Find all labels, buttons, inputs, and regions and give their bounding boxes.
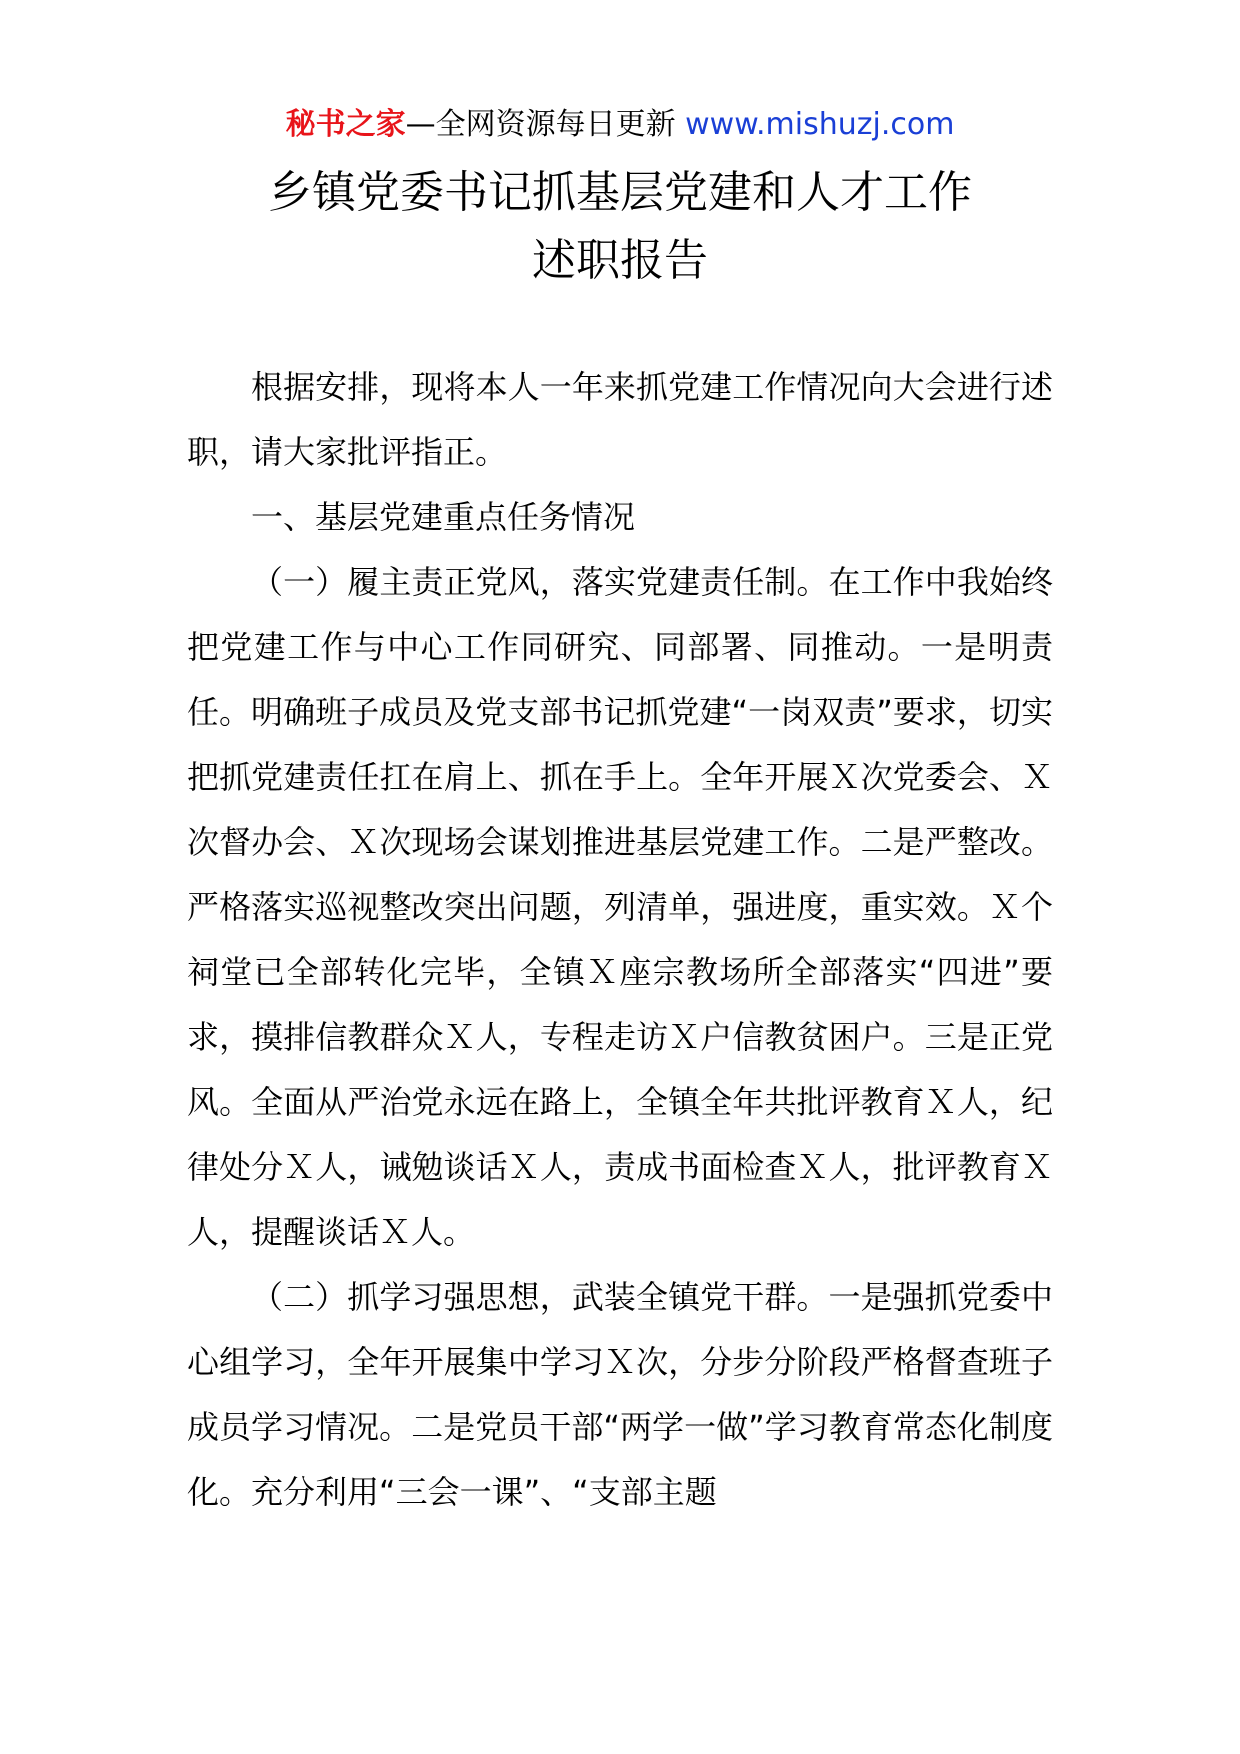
- paragraph-intro: 根据安排，现将本人一年来抓党建工作情况向大会进行述职，请大家批评指正。: [187, 368, 1053, 471]
- section-heading-1: 一、基层党建重点任务情况: [251, 498, 636, 536]
- document-title-line-2: 述职报告: [532, 235, 708, 286]
- site-header: [0, 100, 1240, 150]
- header-slogan: —全网资源每日更新: [405, 107, 686, 142]
- paragraph-section-1-2: （二）抓学习强思想，武装全镇党干群。一是强抓党委中心组学习，全年开展集中学习Ｘ次，分步分阶段严格督查班子成员学习情况。二是党员干部“两学一做”学习教育常态化制度化。充分利用“三会一课”、“支部主题: [187, 1278, 1053, 1511]
- document-body: [187, 355, 1053, 1525]
- site-url-link[interactable]: www.mishuzj.com: [685, 107, 955, 142]
- document-title-line-1: 乡镇党委书记抓基层党建和人才工作: [268, 167, 972, 218]
- brand-name: 秘书之家: [285, 107, 406, 142]
- paragraph-section-1-1: （一）履主责正党风，落实党建责任制。在工作中我始终把党建工作与中心工作同研究、同部署、同推动。一是明责任。明确班子成员及党支部书记抓党建“一岗双责”要求，切实把抓党建责任扛在肩上、抓在手上。全年开展Ｘ次党委会、Ｘ次督办会、Ｘ次现场会谋划推进基层党建工作。二是严整改。严格落实巡视整改突出问题，列清单，强进度，重实效。Ｘ个祠堂已全部转化完毕，全镇Ｘ座宗教场所全部落实“四进”要求，摸排信教群众Ｘ人，专程走访Ｘ户信教贫困户。三是正党风。全面从严治党永远在路上，全镇全年共批评教育Ｘ人，纪律处分Ｘ人，诫勉谈话Ｘ人，责成书面检查Ｘ人，批评教育Ｘ人，提醒谈话Ｘ人。: [187, 563, 1053, 1251]
